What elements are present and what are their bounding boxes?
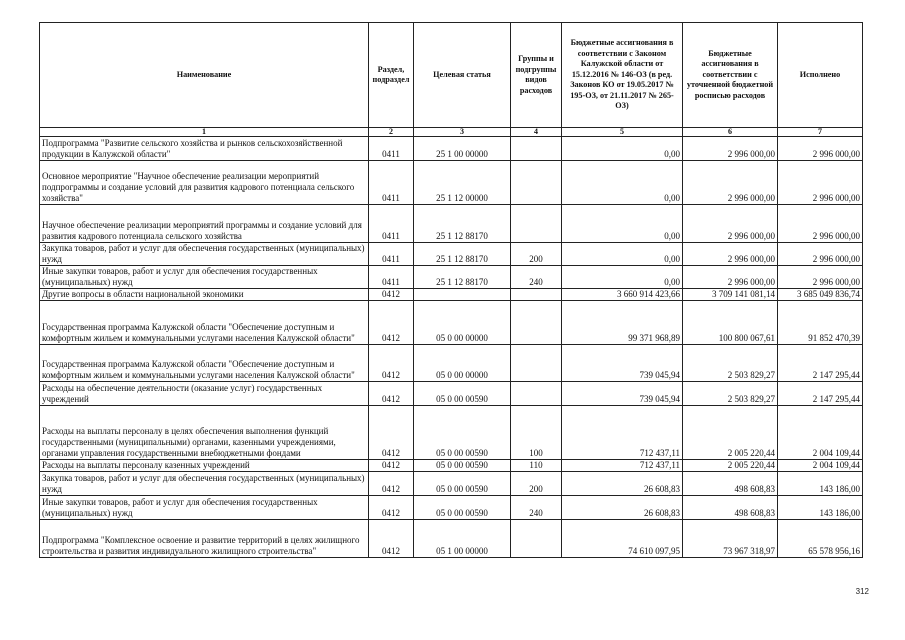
column-number: 6 <box>683 128 778 137</box>
row-law-allocation: 0,00 <box>562 161 683 205</box>
table-row <box>40 520 863 558</box>
row-section-code: 0412 <box>369 345 414 382</box>
table-row <box>40 266 863 289</box>
table-row <box>40 496 863 520</box>
row-target-article: 05 0 00 00590 <box>414 472 511 496</box>
row-section-code: 0412 <box>369 301 414 345</box>
row-executed-amount: 2 147 295,44 <box>778 345 863 382</box>
row-expense-group: 110 <box>511 460 562 472</box>
row-specified-allocation: 498 608,83 <box>683 496 778 520</box>
row-section-code: 0412 <box>369 382 414 406</box>
column-number: 2 <box>369 128 414 137</box>
row-name: Расходы на выплаты персоналу в целях обеспечения выполнения функций государственными (муниципальными) органами, казенными учреждениями, органами управления государственными внебюджетными фондами <box>40 406 369 460</box>
row-expense-group <box>511 205 562 243</box>
row-expense-group: 240 <box>511 496 562 520</box>
table-row <box>40 345 863 382</box>
table-row <box>40 205 863 243</box>
row-name: Основное мероприятие "Научное обеспечение реализации мероприятий подпрограммы и создание условий для развития кадрового потенциала сельского хозяйства" <box>40 161 369 205</box>
row-law-allocation: 0,00 <box>562 243 683 266</box>
row-executed-amount: 2 996 000,00 <box>778 137 863 161</box>
row-executed-amount: 143 186,00 <box>778 496 863 520</box>
row-specified-allocation: 2 996 000,00 <box>683 161 778 205</box>
row-target-article: 05 0 00 00000 <box>414 301 511 345</box>
row-name: Подпрограмма "Развитие сельского хозяйства и рынков сельскохозяйственной продукции в Калужской области" <box>40 137 369 161</box>
column-number: 4 <box>511 128 562 137</box>
row-section-code: 0411 <box>369 161 414 205</box>
row-specified-allocation: 3 709 141 081,14 <box>683 289 778 301</box>
row-target-article: 25 1 00 00000 <box>414 137 511 161</box>
row-expense-group <box>511 301 562 345</box>
row-target-article: 05 0 00 00590 <box>414 406 511 460</box>
row-executed-amount: 2 996 000,00 <box>778 161 863 205</box>
row-specified-allocation: 2 503 829,27 <box>683 382 778 406</box>
row-target-article: 25 1 12 88170 <box>414 243 511 266</box>
row-law-allocation: 74 610 097,95 <box>562 520 683 558</box>
row-target-article: 05 1 00 00000 <box>414 520 511 558</box>
header-specified-allocation: Бюджетные ассигнования в соответствии с уточненной бюджетной росписью расходов <box>683 23 778 128</box>
row-specified-allocation: 2 005 220,44 <box>683 406 778 460</box>
budget-table <box>39 22 863 558</box>
row-law-allocation: 739 045,94 <box>562 382 683 406</box>
row-expense-group: 200 <box>511 472 562 496</box>
row-executed-amount: 2 996 000,00 <box>778 266 863 289</box>
row-executed-amount: 3 685 049 836,74 <box>778 289 863 301</box>
row-specified-allocation: 498 608,83 <box>683 472 778 496</box>
row-section-code: 0411 <box>369 243 414 266</box>
row-name: Подпрограмма "Комплексное освоение и развитие территорий в целях жилищного строительства и развития индивидуального жилищного строительства" <box>40 520 369 558</box>
row-executed-amount: 2 147 295,44 <box>778 382 863 406</box>
row-law-allocation: 0,00 <box>562 137 683 161</box>
row-section-code: 0411 <box>369 205 414 243</box>
row-target-article <box>414 289 511 301</box>
row-executed-amount: 143 186,00 <box>778 472 863 496</box>
row-executed-amount: 2 004 109,44 <box>778 406 863 460</box>
row-section-code: 0412 <box>369 406 414 460</box>
row-expense-group: 200 <box>511 243 562 266</box>
row-law-allocation: 0,00 <box>562 266 683 289</box>
row-name: Иные закупки товаров, работ и услуг для обеспечения государственных (муниципальных) нужд <box>40 496 369 520</box>
column-number: 3 <box>414 128 511 137</box>
table-row <box>40 460 863 472</box>
row-name: Иные закупки товаров, работ и услуг для обеспечения государственных (муниципальных) нужд <box>40 266 369 289</box>
row-section-code: 0412 <box>369 496 414 520</box>
row-name: Расходы на обеспечение деятельности (оказание услуг) государственных учреждений <box>40 382 369 406</box>
header-law-allocation: Бюджетные ассигнования в соответствии с Законом Калужской области от 15.12.2016 № 146-ОЗ (в ред. Законов КО от 19.05.2017 № 195-ОЗ, от 21.11.2017 № 265-ОЗ) <box>562 23 683 128</box>
row-expense-group <box>511 520 562 558</box>
row-section-code: 0412 <box>369 289 414 301</box>
row-target-article: 25 1 12 00000 <box>414 161 511 205</box>
row-law-allocation: 739 045,94 <box>562 345 683 382</box>
row-section-code: 0411 <box>369 266 414 289</box>
row-executed-amount: 65 578 956,16 <box>778 520 863 558</box>
row-specified-allocation: 2 503 829,27 <box>683 345 778 382</box>
row-specified-allocation: 2 996 000,00 <box>683 137 778 161</box>
page-number: 312 <box>855 587 869 596</box>
table-row <box>40 161 863 205</box>
row-section-code: 0412 <box>369 520 414 558</box>
row-target-article: 05 0 00 00590 <box>414 496 511 520</box>
row-law-allocation: 0,00 <box>562 205 683 243</box>
row-law-allocation: 712 437,11 <box>562 406 683 460</box>
row-specified-allocation: 2 996 000,00 <box>683 243 778 266</box>
row-law-allocation: 3 660 914 423,66 <box>562 289 683 301</box>
row-executed-amount: 91 852 470,39 <box>778 301 863 345</box>
row-section-code: 0411 <box>369 137 414 161</box>
row-expense-group <box>511 345 562 382</box>
row-law-allocation: 26 608,83 <box>562 496 683 520</box>
header-section: Раздел, подраздел <box>369 23 414 128</box>
header-name: Наименование <box>40 23 369 128</box>
header-target: Целевая статья <box>414 23 511 128</box>
row-specified-allocation: 2 996 000,00 <box>683 266 778 289</box>
row-executed-amount: 2 004 109,44 <box>778 460 863 472</box>
column-number: 1 <box>40 128 369 137</box>
row-specified-allocation: 73 967 318,97 <box>683 520 778 558</box>
row-section-code: 0412 <box>369 460 414 472</box>
row-expense-group <box>511 137 562 161</box>
row-expense-group: 240 <box>511 266 562 289</box>
table-row <box>40 137 863 161</box>
table-row <box>40 382 863 406</box>
row-name: Расходы на выплаты персоналу казенных учреждений <box>40 460 369 472</box>
row-expense-group <box>511 289 562 301</box>
row-target-article: 05 0 00 00590 <box>414 382 511 406</box>
column-number-row <box>40 128 863 137</box>
row-name: Государственная программа Калужской области "Обеспечение доступным и комфортным жильем и коммунальными услугами населения Калужской области" <box>40 301 369 345</box>
row-executed-amount: 2 996 000,00 <box>778 205 863 243</box>
row-expense-group <box>511 161 562 205</box>
row-target-article: 25 1 12 88170 <box>414 205 511 243</box>
row-section-code: 0412 <box>369 472 414 496</box>
table-row <box>40 301 863 345</box>
table-row <box>40 406 863 460</box>
row-expense-group <box>511 382 562 406</box>
column-number: 5 <box>562 128 683 137</box>
row-name: Научное обеспечение реализации мероприятий программы и создание условий для развития кадрового потенциала сельского хозяйства <box>40 205 369 243</box>
row-law-allocation: 99 371 968,89 <box>562 301 683 345</box>
row-target-article: 05 0 00 00590 <box>414 460 511 472</box>
row-target-article: 05 0 00 00000 <box>414 345 511 382</box>
row-law-allocation: 712 437,11 <box>562 460 683 472</box>
row-specified-allocation: 100 800 067,61 <box>683 301 778 345</box>
table-row <box>40 472 863 496</box>
row-target-article: 25 1 12 88170 <box>414 266 511 289</box>
table-row <box>40 289 863 301</box>
header-row <box>40 23 863 128</box>
column-number: 7 <box>778 128 863 137</box>
row-name: Закупка товаров, работ и услуг для обеспечения государственных (муниципальных) нужд <box>40 243 369 266</box>
row-specified-allocation: 2 996 000,00 <box>683 205 778 243</box>
row-expense-group: 100 <box>511 406 562 460</box>
row-law-allocation: 26 608,83 <box>562 472 683 496</box>
header-group: Группы и подгруппы видов расходов <box>511 23 562 128</box>
row-specified-allocation: 2 005 220,44 <box>683 460 778 472</box>
table-row <box>40 243 863 266</box>
row-name: Государственная программа Калужской области "Обеспечение доступным и комфортным жильем и коммунальными услугами населения Калужской области" <box>40 345 369 382</box>
row-name: Закупка товаров, работ и услуг для обеспечения государственных (муниципальных) нужд <box>40 472 369 496</box>
header-executed: Исполнено <box>778 23 863 128</box>
row-name: Другие вопросы в области национальной экономики <box>40 289 369 301</box>
table-body <box>40 137 863 558</box>
row-executed-amount: 2 996 000,00 <box>778 243 863 266</box>
